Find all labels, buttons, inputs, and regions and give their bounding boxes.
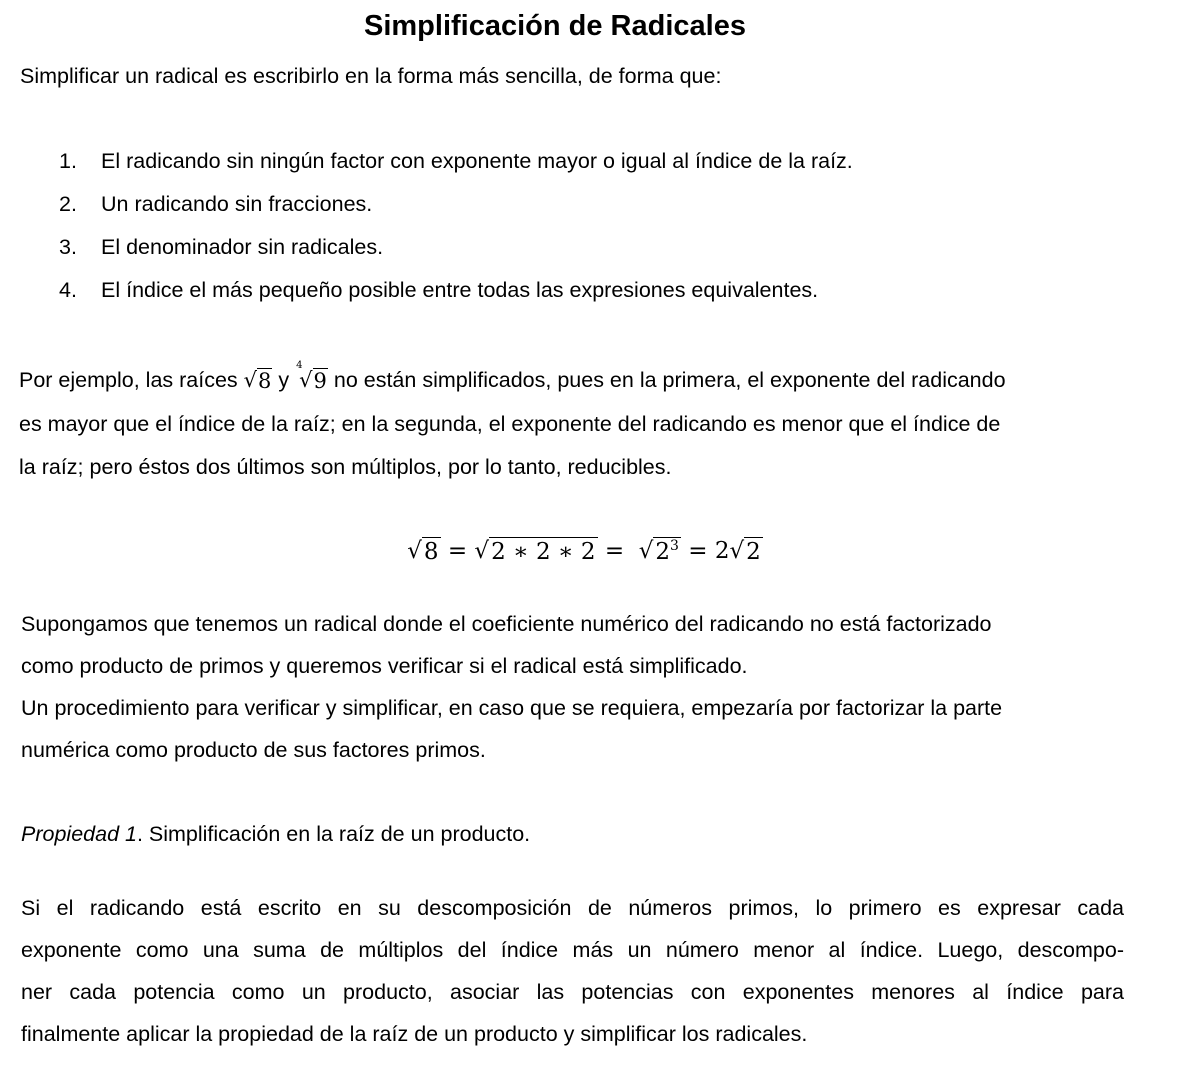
paragraph2-line: como producto de primos y queremos verificar si el radical está simplificado. [21, 654, 748, 678]
example-text: Por ejemplo, las raíces [19, 368, 244, 392]
example-line-1 [19, 360, 1006, 395]
paragraph3-line: finalmente aplicar la propiedad de la raíz de un producto y simplificar los radicales. [21, 1022, 808, 1046]
property-label: Propiedad 1 [21, 822, 137, 846]
radicand: 2 ∗ 2 ∗ 2 [491, 539, 596, 565]
radical-sign-icon: √ [474, 538, 490, 564]
sqrt-term-4 [729, 533, 762, 569]
paragraph3-line: ner cada potencia como un producto, asociar las potencias con exponentes menores al índice para [21, 980, 1124, 1004]
paragraph2-line: Supongamos que tenemos un radical donde el coeficiente numérico del radicando no está factorizado [21, 612, 992, 636]
list-number: 4. [59, 278, 77, 302]
equation [0, 533, 1170, 569]
example-text: y [272, 368, 296, 392]
example-line-2: es mayor que el índice de la raíz; en la segunda, el exponente del radicando es menor que el índice de [19, 412, 1001, 436]
radical-sign-icon: √ [729, 538, 745, 564]
coefficient: 2 [714, 538, 730, 564]
radical-sign-icon: √ [243, 368, 258, 392]
list-number: 2. [59, 192, 77, 216]
example-line-3: la raíz; pero éstos dos últimos son múltiplos, por lo tanto, reducibles. [19, 455, 672, 479]
radical-sign-icon: √ [638, 538, 654, 564]
paragraph2-line: Un procedimiento para verificar y simplificar, en caso que se requiera, empezaría por factorizar la parte [21, 696, 1003, 720]
list-number: 3. [59, 235, 77, 259]
property-heading [21, 819, 530, 849]
equals-sign: = [447, 538, 468, 564]
paragraph3-line: Si el radicando está escrito en su descomposición de números primos, lo primero es expresar cada [21, 896, 1124, 920]
document-title: Simplificación de Radicales [364, 10, 746, 42]
intro-text: Simplificar un radical es escribirlo en la forma más sencilla, de forma que: [20, 64, 722, 88]
list-text: El radicando sin ningún factor con exponente mayor o igual al índice de la raíz. [101, 149, 853, 173]
sqrt-term-3 [639, 533, 681, 569]
list-number: 1. [59, 149, 77, 173]
radical-sign-icon: √ [407, 538, 422, 564]
list-text: El índice el más pequeño posible entre todas las expresiones equivalentes. [101, 278, 819, 302]
list-text: El denominador sin radicales. [101, 235, 384, 259]
base: 2 [655, 539, 671, 565]
radicand [653, 537, 681, 566]
list-text: Un radicando sin fracciones. [101, 192, 373, 216]
paragraph3-line: exponente como una suma de múltiplos del índice más un número menor al índice. Luego, descompo- [21, 938, 1124, 962]
fourth-root-9 [295, 360, 328, 395]
radicand: 8 [258, 369, 272, 393]
radical-sign-icon: √ [299, 368, 313, 392]
example-text: no están simplificados, pues en la primera, el exponente del radicando [327, 368, 1006, 392]
paragraph2-line: numérica como producto de sus factores primos. [21, 738, 486, 762]
property-text: . Simplificación en la raíz de un producto. [136, 822, 531, 846]
radicand: 8 [423, 539, 439, 565]
radicand: 2 [746, 539, 761, 565]
equals-sign: = [604, 538, 625, 564]
sqrt-term-1 [407, 533, 440, 569]
sqrt-term-2 [474, 533, 597, 569]
root-index: 4 [296, 360, 303, 371]
sqrt-8 [244, 365, 273, 395]
equals-sign: = [688, 538, 708, 564]
exponent: 3 [670, 538, 679, 554]
radicand: 9 [313, 369, 327, 393]
